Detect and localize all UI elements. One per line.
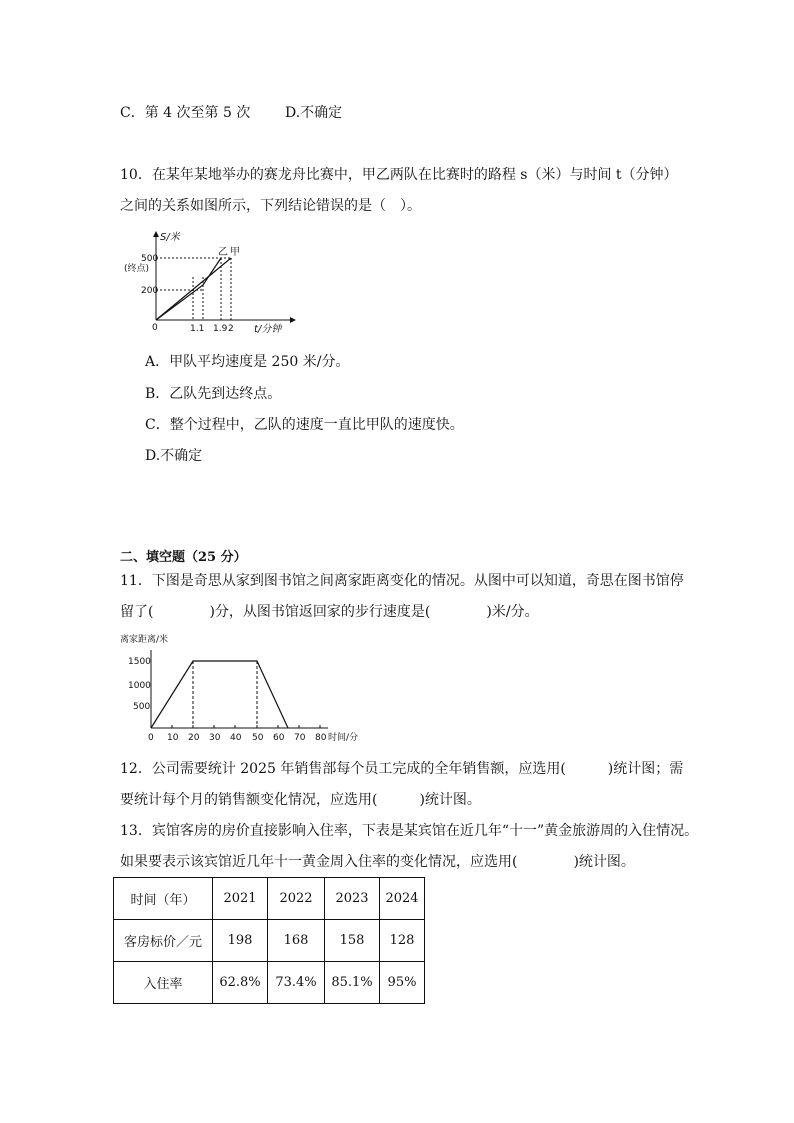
q11-line2: 留了( )分，从图书馆返回家的步行速度是( )米/分。 bbox=[120, 604, 539, 620]
q10-origin: 0 bbox=[152, 323, 158, 333]
q11-y-tick-1000: 1000 bbox=[128, 681, 151, 691]
q11-x-tick-60: 60 bbox=[273, 733, 285, 743]
table-cell: 2023 bbox=[325, 878, 380, 920]
table-cell: 客房标价／元 bbox=[114, 920, 213, 962]
q10-label-jia: 甲 bbox=[230, 247, 240, 258]
table-cell: 73.4% bbox=[268, 962, 325, 1004]
table-cell: 168 bbox=[268, 920, 325, 962]
q10-option-b: B．乙队先到达终点。 bbox=[145, 386, 282, 402]
q10-label-yi: 乙 bbox=[218, 247, 228, 258]
table-cell: 入住率 bbox=[114, 962, 213, 1004]
table-cell: 128 bbox=[380, 920, 425, 962]
table-cell: 158 bbox=[325, 920, 380, 962]
q12-line1: 12．公司需要统计 2025 年销售部每个员工完成的全年销售额，应选用( )统计图；需 bbox=[120, 761, 684, 777]
q11-x-label: 时间/分 bbox=[328, 733, 359, 743]
q11-y-label: 离家距离/米 bbox=[120, 635, 169, 645]
q10-x-tick-1-1: 1.1 bbox=[190, 324, 205, 334]
table-cell: 2022 bbox=[268, 878, 325, 920]
q11-x-tick-70: 70 bbox=[294, 733, 306, 743]
q10-x-label: t/分钟 bbox=[254, 324, 282, 335]
q10-y-label: S/米 bbox=[160, 232, 180, 243]
q10-stem-line1: 10．在某年某地举办的赛龙舟比赛中，甲乙两队在比赛时的路程 s（米）与时间 t（分钟） bbox=[120, 167, 678, 183]
q10-x-axis-arrow bbox=[290, 317, 296, 323]
q13-line1: 13．宾馆客房的房价直接影响入住率，下表是某宾馆在近几年“十一”黄金旅游周的入住情况。 bbox=[120, 823, 699, 839]
table-cell: 95% bbox=[380, 962, 425, 1004]
table-cell: 2021 bbox=[213, 878, 268, 920]
q10-option-a: A．甲队平均速度是 250 米/分。 bbox=[145, 354, 350, 370]
table-row bbox=[114, 920, 425, 962]
table-row bbox=[114, 962, 425, 1004]
q10-option-d: D.不确定 bbox=[145, 448, 203, 464]
q11-y-tick-500: 500 bbox=[133, 702, 151, 712]
q9-option-c: C．第 4 次至第 5 次 bbox=[120, 105, 251, 121]
q10-line-yi bbox=[156, 258, 221, 320]
q10-race-graph bbox=[110, 225, 300, 337]
q11-distance-graph bbox=[114, 630, 374, 746]
q11-line1: 11．下图是奇思从家到图书馆之间离家距离变化的情况。从图中可以知道，奇思在图书馆停 bbox=[120, 573, 684, 589]
q13-occupancy-table bbox=[113, 877, 425, 1004]
q11-x-tick-10: 10 bbox=[167, 733, 179, 743]
q10-y-note: (终点) bbox=[124, 264, 150, 274]
table-cell: 时间（年） bbox=[114, 878, 213, 920]
q10-stem-line2: 之间的关系如图所示，下列结论错误的是（ ）。 bbox=[120, 198, 421, 214]
q11-y-tick-1500: 1500 bbox=[128, 657, 151, 667]
q11-x-tick-20: 20 bbox=[188, 733, 200, 743]
q13-line2: 如果要表示该宾馆近几年十一黄金周入住率的变化情况，应选用( )统计图。 bbox=[120, 854, 635, 870]
table-row bbox=[114, 878, 425, 920]
q10-x-tick-1-9: 1.9 bbox=[213, 324, 228, 334]
section-heading: 二、填空题（25 分） bbox=[120, 550, 247, 565]
q10-y-axis-arrow bbox=[153, 231, 159, 237]
q10-y-tick-200: 200 bbox=[141, 286, 159, 296]
table-cell: 2024 bbox=[380, 878, 425, 920]
q11-x-tick-0: 0 bbox=[148, 733, 154, 743]
q11-distance-line bbox=[151, 661, 288, 728]
table-cell: 198 bbox=[213, 920, 268, 962]
q10-y-tick-500: 500 bbox=[141, 254, 159, 264]
q11-x-tick-40: 40 bbox=[230, 733, 242, 743]
table-cell: 62.8% bbox=[213, 962, 268, 1004]
q9-option-d: D.不确定 bbox=[285, 105, 343, 121]
q11-x-tick-80: 80 bbox=[315, 733, 327, 743]
q10-x-tick-2: 2 bbox=[228, 324, 234, 334]
q12-line2: 要统计每个月的销售额变化情况，应选用( )统计图。 bbox=[120, 792, 481, 808]
q11-x-tick-50: 50 bbox=[252, 733, 264, 743]
q10-option-c: C．整个过程中，乙队的速度一直比甲队的速度快。 bbox=[145, 417, 464, 433]
q11-x-tick-30: 30 bbox=[209, 733, 221, 743]
table-cell: 85.1% bbox=[325, 962, 380, 1004]
